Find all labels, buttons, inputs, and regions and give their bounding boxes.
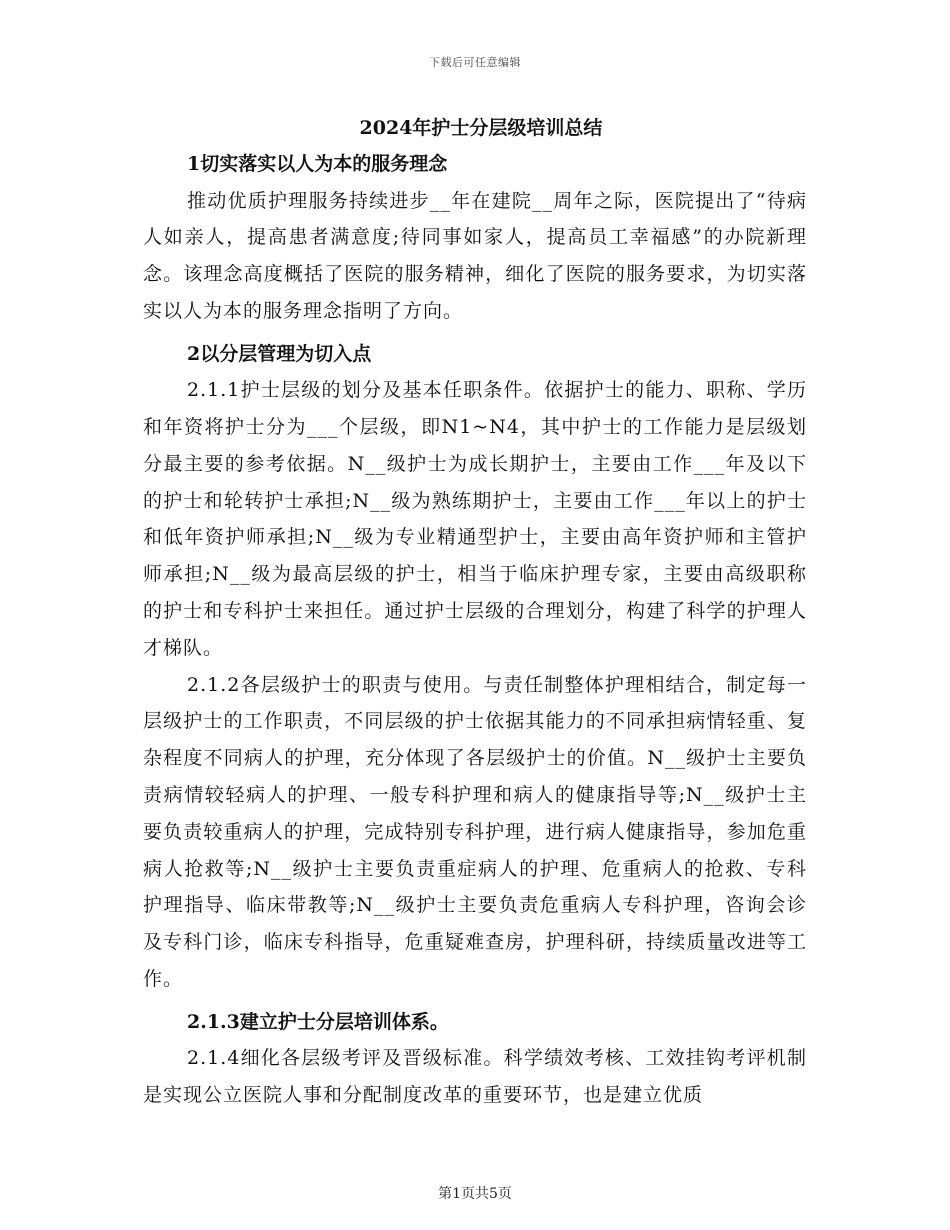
section-1-paragraph: 推动优质护理服务持续进步__年在建院__周年之际，医院提出了“待病人如亲人，提高患者满意度;待同事如家人，提高员工幸福感”的办院新理念。该理念高度概括了医院的服务精神，细化了医院的服务要求，为切实落实以人为本的服务理念指明了方向。 bbox=[143, 189, 807, 322]
section-1-heading: 1切实落实以人为本的服务理念 bbox=[187, 153, 448, 175]
page-header-note: 下载后可任意编辑 bbox=[429, 56, 521, 69]
paragraph-2-1-1: 2.1.1护士层级的划分及基本任职条件。依据护士的能力、职称、学历和年资将护士分为___个层级，即N1~N4，其中护士的工作能力是层级划分最主要的参考依据。N__级护士为成长期护士，主要由工作___年及以下的护士和轮转护士承担;N__级为熟练期护士，主要由工作___年以上的护士和低年资护师承担;N__级为专业精通型护士，主要由高年资护师和主管护师承担;N__级为最高层级的护士，相当于临床护理专家，主要由高级职称的护士和专科护士来担任。通过护士层级的合理划分，构建了科学的护理人才梯队。 bbox=[143, 379, 807, 659]
paragraph-2-1-2: 2.1.2各层级护士的职责与使用。与责任制整体护理相结合，制定每一层级护士的工作职责，不同层级的护士依据其能力的不同承担病情轻重、复杂程度不同病人的护理，充分体现了各层级护士的价值。N__级护士主要负责病情较轻病人的护理、一般专科护理和病人的健康指导等;N__级护士主要负责较重病人的护理，完成特别专科护理，进行病人健康指导，参加危重病人抢救等;N__级护士主要负责重症病人的护理、危重病人的抢救、专科护理指导、临床带教等;N__级护士主要负责危重病人专科护理，咨询会诊及专科门诊，临床专科指导，危重疑难查房，护理科研，持续质量改进等工作。 bbox=[143, 673, 807, 990]
section-2-heading: 2以分层管理为切入点 bbox=[187, 342, 372, 365]
document-title: 2024年护士分层级培训总结 bbox=[359, 117, 603, 139]
document-body bbox=[143, 110, 807, 1114]
page-number: 第1页共5页 bbox=[438, 1186, 512, 1202]
paragraph-2-1-4: 2.1.4细化各层级考评及晋级标准。科学绩效考核、工效挂钩考评机制是实现公立医院人事和分配制度改革的重要环节，也是建立优质 bbox=[143, 1047, 807, 1107]
heading-2-1-3: 2.1.3建立护士分层培训体系。 bbox=[187, 1010, 449, 1033]
